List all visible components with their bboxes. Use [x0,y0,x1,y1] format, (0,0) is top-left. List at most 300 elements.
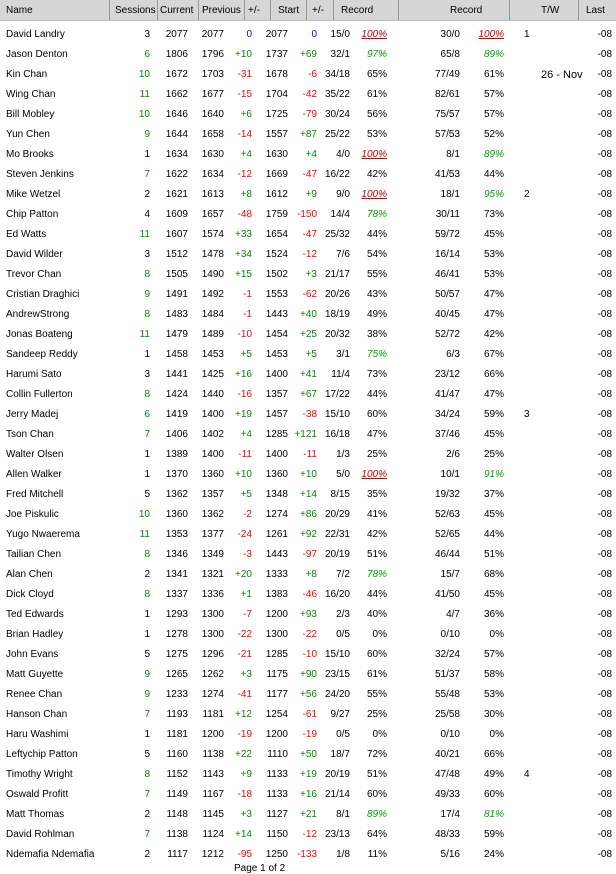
cell-plus-minus-1: +16 [235,369,252,380]
cell-previous: 1360 [201,469,224,480]
cell-plus-minus-1: +12 [235,709,252,720]
cell-plus-minus-2: -19 [302,729,317,740]
cell-sessions: 9 [144,289,150,300]
cell-name: Matt Thomas [6,809,65,820]
cell-record-1: 20/32 [324,329,350,340]
cell-plus-minus-2: +93 [300,609,317,620]
cell-name: David Wilder [6,249,63,260]
cell-record-2: 49/33 [434,789,460,800]
cell-record-2-pct: 53% [483,249,504,260]
cell-plus-minus-2: -79 [302,109,317,120]
cell-record-2-pct: 45% [483,229,504,240]
cell-record-1-pct: 89% [366,809,387,820]
table-header [0,0,616,21]
cell-start: 1261 [265,529,288,540]
cell-record-2: 19/32 [434,489,460,500]
cell-plus-minus-2: -6 [308,69,317,80]
cell-current: 1621 [165,189,188,200]
cell-last: -08 [597,269,612,280]
cell-start: 1759 [265,209,288,220]
cell-tw: 3 [524,409,530,420]
cell-previous: 1640 [201,109,224,120]
cell-record-1-pct: 60% [366,789,387,800]
cell-record-2-pct: 44% [483,169,504,180]
cell-plus-minus-1: +22 [235,749,252,760]
ratings-table [0,25,616,865]
cell-record-1-pct: 100% [361,189,387,200]
cell-plus-minus-2: +19 [300,769,317,780]
cell-plus-minus-1: -48 [237,209,252,220]
cell-current: 1117 [167,849,188,860]
table-row [0,45,616,65]
cell-record-1: 23/13 [324,829,350,840]
cell-plus-minus-2: +9 [305,189,317,200]
cell-start: 2077 [265,29,288,40]
cell-record-2: 15/7 [440,569,460,580]
cell-record-2-pct: 66% [483,369,504,380]
cell-current: 1293 [165,609,188,620]
cell-record-2-pct: 45% [483,429,504,440]
cell-current: 1346 [165,549,188,560]
cell-current: 1389 [165,449,188,460]
cell-name: Ndemafia Ndemafia [6,849,95,860]
table-row [0,785,616,805]
cell-name: Mike Wetzel [6,189,61,200]
cell-current: 1160 [166,749,188,760]
cell-record-2: 37/46 [434,429,460,440]
cell-record-2: 77/49 [434,69,460,80]
cell-record-1: 2/3 [336,609,350,620]
cell-record-2-pct: 24% [483,849,504,860]
cell-record-1: 22/31 [324,529,350,540]
cell-plus-minus-2: -38 [302,409,317,420]
cell-current: 1233 [165,689,188,700]
cell-previous: 1402 [201,429,224,440]
cell-plus-minus-2: +21 [300,809,317,820]
cell-plus-minus-1: +20 [235,569,252,580]
cell-start: 1177 [266,689,288,700]
cell-sessions: 11 [139,329,150,340]
cell-record-1: 3/1 [336,349,350,360]
cell-current: 2077 [165,29,188,40]
cell-sessions: 3 [144,369,150,380]
table-row [0,225,616,245]
cell-previous: 1200 [201,729,224,740]
cell-current: 1337 [165,589,188,600]
table-row [0,545,616,565]
table-row [0,185,616,205]
cell-record-1: 11/4 [331,369,350,380]
cell-record-2-pct: 0% [489,729,504,740]
cell-previous: 1300 [201,609,224,620]
cell-current: 1406 [165,429,188,440]
cell-previous: 1796 [201,49,224,60]
cell-record-2-pct: 66% [483,749,504,760]
cell-sessions: 11 [139,229,150,240]
cell-sessions: 2 [144,569,150,580]
cell-start: 1285 [265,649,288,660]
header-start: Start [278,5,300,16]
cell-record-1: 9/0 [336,189,350,200]
header-divider [578,0,579,20]
cell-plus-minus-1: +33 [235,229,252,240]
cell-current: 1152 [166,769,188,780]
cell-plus-minus-1: -95 [237,849,252,860]
cell-record-1: 20/29 [324,509,350,520]
header-record-2: Record [450,5,483,16]
cell-sessions: 8 [144,549,150,560]
cell-record-1-pct: 56% [366,109,387,120]
cell-previous: 2077 [201,29,224,40]
cell-start: 1200 [265,609,288,620]
cell-plus-minus-2: +8 [305,569,317,580]
cell-plus-minus-2: -46 [302,589,317,600]
cell-name: Haru Washimi [6,729,69,740]
cell-start: 1457 [265,409,288,420]
header-sessions: Sessions [115,5,156,16]
cell-previous: 1357 [201,489,224,500]
cell-last: -08 [597,629,612,640]
cell-current: 1424 [165,389,188,400]
cell-start: 1274 [265,509,288,520]
cell-record-1-pct: 78% [366,569,387,580]
cell-current: 1672 [165,69,188,80]
table-row [0,365,616,385]
cell-last: -08 [597,509,612,520]
cell-last: -08 [597,769,612,780]
cell-plus-minus-2: -47 [302,169,317,180]
cell-record-1: 5/0 [336,469,350,480]
cell-record-1-pct: 44% [366,389,387,400]
cell-name: Tson Chan [6,429,54,440]
cell-plus-minus-2: +56 [300,689,317,700]
header-tw: T/W [541,5,560,16]
cell-name: Yugo Nwaerema [6,529,80,540]
cell-record-2-pct: 81% [483,809,504,820]
header-divider [270,0,271,20]
cell-last: -08 [597,809,612,820]
cell-record-2: 40/21 [434,749,460,760]
date-label: 26 - Nov [541,69,583,81]
cell-record-2: 55/48 [434,689,460,700]
cell-plus-minus-1: -1 [243,289,252,300]
cell-sessions: 11 [139,89,150,100]
cell-current: 1505 [165,269,188,280]
cell-record-2-pct: 47% [483,289,504,300]
cell-record-1-pct: 25% [366,709,387,720]
cell-start: 1348 [265,489,288,500]
cell-previous: 1349 [201,549,224,560]
cell-name: Chip Patton [6,209,59,220]
cell-record-2: 40/45 [434,309,460,320]
cell-record-1: 35/22 [324,89,350,100]
cell-record-1-pct: 61% [366,89,387,100]
cell-previous: 1336 [201,589,224,600]
cell-start: 1360 [265,469,288,480]
cell-last: -08 [597,109,612,120]
cell-previous: 1574 [201,229,224,240]
table-row [0,525,616,545]
cell-current: 1353 [165,529,188,540]
cell-current: 1806 [165,49,188,60]
cell-name: Wing Chan [6,89,56,100]
cell-start: 1737 [265,49,288,60]
cell-last: -08 [597,649,612,660]
cell-plus-minus-1: -2 [243,509,252,520]
cell-last: -08 [597,329,612,340]
cell-sessions: 5 [144,649,150,660]
cell-record-1-pct: 43% [366,289,387,300]
header-divider [333,0,334,20]
cell-record-2-pct: 61% [483,69,504,80]
cell-record-2-pct: 59% [483,409,504,420]
cell-current: 1662 [165,89,188,100]
cell-record-1-pct: 100% [361,29,387,40]
cell-current: 1622 [165,169,188,180]
cell-name: Timothy Wright [6,769,73,780]
cell-plus-minus-2: +69 [300,49,317,60]
table-row [0,665,616,685]
header-name: Name [6,5,33,16]
cell-last: -08 [597,309,612,320]
cell-start: 1678 [265,69,288,80]
cell-record-2: 41/47 [434,389,460,400]
cell-last: -08 [597,249,612,260]
cell-record-2: 6/3 [446,349,460,360]
cell-previous: 1262 [201,669,224,680]
cell-current: 1370 [165,469,188,480]
cell-name: Leftychip Patton [6,749,78,760]
cell-sessions: 5 [144,489,150,500]
cell-record-2-pct: 30% [483,709,504,720]
cell-record-1: 14/4 [330,209,350,220]
cell-last: -08 [597,589,612,600]
cell-name: Collin Fullerton [6,389,73,400]
cell-plus-minus-1: +34 [235,249,252,260]
cell-record-1: 18/7 [330,749,350,760]
cell-name: Fred Mitchell [6,489,64,500]
cell-name: Jonas Boateng [6,329,73,340]
cell-current: 1479 [165,329,188,340]
cell-previous: 1489 [201,329,224,340]
cell-previous: 1296 [201,649,224,660]
cell-current: 1265 [165,669,188,680]
cell-record-1-pct: 44% [366,229,387,240]
table-row [0,485,616,505]
cell-record-2: 4/7 [446,609,460,620]
cell-record-1-pct: 75% [366,349,387,360]
cell-record-1-pct: 60% [366,409,387,420]
cell-name: Renee Chan [6,689,63,700]
cell-record-1: 30/24 [324,109,350,120]
cell-last: -08 [597,349,612,360]
cell-sessions: 10 [138,109,150,120]
cell-sessions: 3 [144,29,150,40]
cell-previous: 1362 [201,509,224,520]
cell-current: 1360 [165,509,188,520]
cell-record-2-pct: 57% [483,649,504,660]
cell-last: -08 [597,69,612,80]
table-row [0,745,616,765]
cell-last: -08 [597,829,612,840]
cell-last: -08 [597,89,612,100]
cell-record-2-pct: 67% [483,349,504,360]
table-row [0,245,616,265]
cell-plus-minus-1: -12 [237,169,252,180]
cell-previous: 1400 [201,409,224,420]
cell-plus-minus-1: -11 [238,449,252,460]
cell-record-1-pct: 25% [366,449,387,460]
cell-record-1: 20/19 [324,549,350,560]
cell-start: 1502 [265,269,288,280]
cell-record-2-pct: 47% [483,309,504,320]
cell-record-2: 75/57 [434,109,460,120]
cell-record-1-pct: 55% [366,269,387,280]
cell-record-2-pct: 47% [483,389,504,400]
cell-plus-minus-1: -41 [237,689,252,700]
cell-start: 1557 [265,129,288,140]
cell-plus-minus-1: 0 [246,29,252,40]
header-previous: Previous [202,5,241,16]
cell-record-1-pct: 40% [366,609,387,620]
cell-last: -08 [597,549,612,560]
cell-previous: 1181 [202,709,224,720]
cell-name: Tailian Chen [6,549,62,560]
cell-last: -08 [597,169,612,180]
cell-record-1-pct: 42% [366,169,387,180]
cell-last: -08 [597,289,612,300]
cell-start: 1133 [266,789,288,800]
page-number: Page 1 of 2 [234,863,286,874]
header-divider [398,0,399,20]
cell-record-2-pct: 91% [483,469,504,480]
cell-start: 1254 [265,709,288,720]
cell-start: 1725 [265,109,288,120]
table-row [0,445,616,465]
cell-start: 1175 [266,669,288,680]
cell-last: -08 [597,29,612,40]
cell-sessions: 2 [144,189,150,200]
cell-last: -08 [597,369,612,380]
cell-plus-minus-2: -133 [296,849,317,860]
cell-name: David Landry [6,29,65,40]
cell-name: Matt Guyette [6,669,64,680]
cell-record-2-pct: 45% [483,589,504,600]
cell-start: 1110 [267,749,288,760]
cell-previous: 1425 [201,369,224,380]
cell-name: AndrewStrong [6,309,70,320]
cell-current: 1148 [166,809,188,820]
table-row [0,285,616,305]
cell-previous: 1138 [202,749,224,760]
cell-current: 1491 [165,289,188,300]
cell-start: 1612 [265,189,288,200]
cell-record-2: 5/16 [440,849,460,860]
cell-name: Walter Olsen [6,449,64,460]
cell-record-1-pct: 53% [366,129,387,140]
cell-start: 1300 [265,629,288,640]
cell-name: Sandeep Reddy [6,349,78,360]
cell-previous: 1613 [201,189,224,200]
cell-record-2-pct: 0% [489,629,504,640]
cell-record-2: 46/44 [434,549,460,560]
cell-sessions: 1 [144,729,150,740]
cell-current: 1483 [165,309,188,320]
cell-record-2: 65/8 [440,49,460,60]
cell-previous: 1492 [201,289,224,300]
cell-name: John Evans [6,649,59,660]
table-row [0,585,616,605]
table-row [0,385,616,405]
cell-record-2: 30/0 [440,29,460,40]
cell-plus-minus-1: +5 [240,489,252,500]
cell-plus-minus-1: -7 [243,609,252,620]
cell-plus-minus-1: +14 [235,829,252,840]
cell-record-2: 10/1 [440,469,460,480]
cell-start: 1150 [266,829,288,840]
cell-record-1-pct: 0% [372,629,387,640]
table-row [0,265,616,285]
cell-record-2-pct: 52% [483,129,504,140]
cell-previous: 1274 [201,689,224,700]
cell-name: Kin Chan [6,69,48,80]
cell-current: 1181 [166,729,188,740]
cell-record-1-pct: 73% [366,369,387,380]
cell-current: 1634 [165,149,188,160]
cell-plus-minus-1: +19 [235,409,252,420]
cell-plus-minus-1: +1 [240,589,252,600]
cell-record-2: 52/63 [434,509,460,520]
cell-plus-minus-2: -12 [302,249,317,260]
cell-last: -08 [597,529,612,540]
table-row [0,85,616,105]
cell-record-2-pct: 25% [483,449,504,460]
cell-record-2-pct: 45% [483,509,504,520]
cell-record-1-pct: 0% [372,729,387,740]
cell-sessions: 2 [144,809,150,820]
cell-previous: 1377 [201,529,224,540]
cell-previous: 1634 [201,169,224,180]
cell-sessions: 6 [144,49,150,60]
cell-start: 1250 [265,849,288,860]
cell-plus-minus-1: -1 [243,309,252,320]
cell-plus-minus-1: +10 [235,49,252,60]
cell-current: 1149 [166,789,188,800]
cell-record-1: 34/18 [324,69,350,80]
cell-record-1: 8/1 [336,809,350,820]
cell-current: 1607 [165,229,188,240]
cell-record-2: 47/48 [434,769,460,780]
cell-plus-minus-2: +16 [300,789,317,800]
cell-sessions: 1 [144,469,150,480]
cell-record-1-pct: 100% [361,149,387,160]
cell-record-1-pct: 41% [366,509,387,520]
header-divider [509,0,510,20]
cell-plus-minus-2: +86 [300,509,317,520]
table-row [0,465,616,485]
cell-previous: 1212 [201,849,224,860]
cell-record-1: 25/22 [324,129,350,140]
cell-record-2: 59/72 [434,229,460,240]
cell-record-2-pct: 58% [483,669,504,680]
cell-start: 1453 [265,349,288,360]
cell-record-1-pct: 51% [366,769,387,780]
cell-record-2-pct: 53% [483,689,504,700]
cell-name: Mo Brooks [6,149,54,160]
table-row [0,505,616,525]
cell-record-1: 21/17 [324,269,350,280]
cell-record-2: 48/33 [434,829,460,840]
